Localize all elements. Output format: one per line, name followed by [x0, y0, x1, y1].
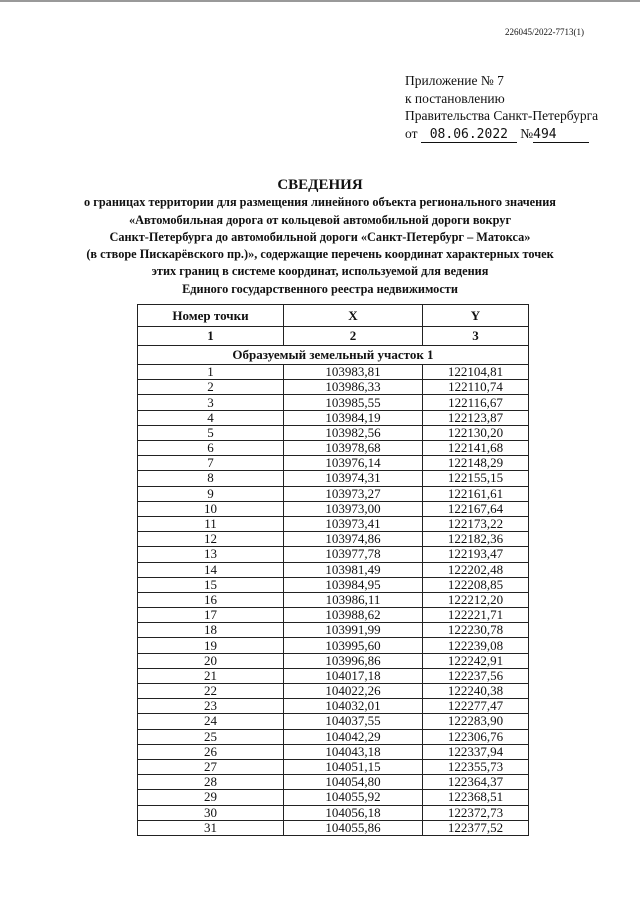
point-number: 1 [138, 365, 284, 380]
point-number: 6 [138, 441, 284, 456]
title-line: о границах территории для размещения линейного объекта регионального значения [84, 195, 556, 210]
table-row [138, 562, 529, 577]
point-number: 13 [138, 547, 284, 562]
point-number: 2 [138, 380, 284, 395]
table-row [138, 714, 529, 729]
point-number: 22 [138, 684, 284, 699]
title-line: Единого государственного реестра недвижимости [182, 281, 458, 296]
table-row [138, 425, 529, 440]
point-number: 19 [138, 638, 284, 653]
table-row [138, 699, 529, 714]
table-row [138, 380, 529, 395]
point-number: 20 [138, 653, 284, 668]
y-coordinate: 122237,56 [423, 668, 529, 683]
table-row [138, 759, 529, 774]
point-number: 9 [138, 486, 284, 501]
point-number: 26 [138, 744, 284, 759]
x-coordinate: 103986,11 [284, 592, 423, 607]
y-coordinate: 122240,38 [423, 684, 529, 699]
page-top-border [0, 0, 640, 2]
table-row [138, 638, 529, 653]
x-coordinate: 103973,00 [284, 501, 423, 516]
point-number: 5 [138, 425, 284, 440]
x-coordinate: 104022,26 [284, 684, 423, 699]
date-prefix: от [405, 125, 418, 141]
y-coordinate: 122283,90 [423, 714, 529, 729]
point-number: 3 [138, 395, 284, 410]
point-number: 7 [138, 456, 284, 471]
y-coordinate: 122104,81 [423, 365, 529, 380]
x-coordinate: 104042,29 [284, 729, 423, 744]
point-number: 21 [138, 668, 284, 683]
x-coordinate: 103976,14 [284, 456, 423, 471]
y-coordinate: 122212,20 [423, 592, 529, 607]
table-row [138, 653, 529, 668]
x-coordinate: 104055,86 [284, 820, 423, 835]
title-heading: СВЕДЕНИЯ [277, 177, 363, 193]
appendix-date-line [405, 125, 598, 143]
x-coordinate: 103978,68 [284, 441, 423, 456]
point-number: 4 [138, 410, 284, 425]
x-coordinate: 103991,99 [284, 623, 423, 638]
table-row [138, 471, 529, 486]
table-row [138, 820, 529, 835]
y-coordinate: 122364,37 [423, 775, 529, 790]
x-coordinate: 104054,80 [284, 775, 423, 790]
table-row [138, 668, 529, 683]
point-number: 24 [138, 714, 284, 729]
x-coordinate: 103974,31 [284, 471, 423, 486]
y-coordinate: 122173,22 [423, 516, 529, 531]
table-row [138, 729, 529, 744]
table-row [138, 410, 529, 425]
y-coordinate: 122130,20 [423, 425, 529, 440]
y-coordinate: 122148,29 [423, 456, 529, 471]
title-line: (в створе Пискарёвского пр.)», содержащие перечень координат характерных точек [86, 247, 554, 262]
point-number: 8 [138, 471, 284, 486]
appendix-block [405, 72, 598, 143]
header-y: Y [423, 305, 529, 327]
y-coordinate: 122161,61 [423, 486, 529, 501]
table-row [138, 684, 529, 699]
point-number: 17 [138, 608, 284, 623]
y-coordinate: 122155,15 [423, 471, 529, 486]
x-coordinate: 103984,95 [284, 577, 423, 592]
y-coordinate: 122116,67 [423, 395, 529, 410]
column-number: 2 [284, 327, 423, 346]
table-row [138, 592, 529, 607]
point-number: 23 [138, 699, 284, 714]
coordinates-table [137, 304, 529, 836]
x-coordinate: 103988,62 [284, 608, 423, 623]
table-row [138, 775, 529, 790]
x-coordinate: 103973,27 [284, 486, 423, 501]
table-header-row [138, 305, 529, 327]
table-row [138, 516, 529, 531]
y-coordinate: 122337,94 [423, 744, 529, 759]
point-number: 14 [138, 562, 284, 577]
y-coordinate: 122372,73 [423, 805, 529, 820]
y-coordinate: 122110,74 [423, 380, 529, 395]
point-number: 29 [138, 790, 284, 805]
table-row [138, 805, 529, 820]
y-coordinate: 122123,87 [423, 410, 529, 425]
number-prefix: № [520, 125, 534, 141]
document-id: 226045/2022-7713(1) [505, 27, 584, 37]
point-number: 27 [138, 759, 284, 774]
y-coordinate: 122221,71 [423, 608, 529, 623]
section-row [138, 346, 529, 365]
x-coordinate: 103982,56 [284, 425, 423, 440]
decree-date: 08.06.2022 [421, 128, 517, 143]
table-row [138, 441, 529, 456]
table-row [138, 486, 529, 501]
header-x: X [284, 305, 423, 327]
x-coordinate: 103996,86 [284, 653, 423, 668]
table-row [138, 532, 529, 547]
x-coordinate: 103973,41 [284, 516, 423, 531]
column-number-row [138, 327, 529, 346]
table-row [138, 623, 529, 638]
x-coordinate: 104032,01 [284, 699, 423, 714]
title-line: «Автомобильная дорога от кольцевой автомобильной дороги вокруг [128, 212, 512, 227]
y-coordinate: 122141,68 [423, 441, 529, 456]
point-number: 12 [138, 532, 284, 547]
x-coordinate: 103983,81 [284, 365, 423, 380]
table-row [138, 790, 529, 805]
point-number: 16 [138, 592, 284, 607]
point-number: 18 [138, 623, 284, 638]
x-coordinate: 103984,19 [284, 410, 423, 425]
y-coordinate: 122193,47 [423, 547, 529, 562]
x-coordinate: 104056,18 [284, 805, 423, 820]
point-number: 30 [138, 805, 284, 820]
table-row [138, 744, 529, 759]
y-coordinate: 122182,36 [423, 532, 529, 547]
x-coordinate: 104043,18 [284, 744, 423, 759]
x-coordinate: 103985,55 [284, 395, 423, 410]
point-number: 28 [138, 775, 284, 790]
appendix-line: к постановлению [405, 90, 505, 106]
appendix-line: Приложение № 7 [405, 73, 504, 88]
point-number: 25 [138, 729, 284, 744]
section-title: Образуемый земельный участок 1 [138, 346, 529, 365]
x-coordinate: 104051,15 [284, 759, 423, 774]
x-coordinate: 103974,86 [284, 532, 423, 547]
document-title [0, 177, 640, 298]
table-row [138, 395, 529, 410]
table-row [138, 456, 529, 471]
y-coordinate: 122167,64 [423, 501, 529, 516]
y-coordinate: 122306,76 [423, 729, 529, 744]
point-number: 31 [138, 820, 284, 835]
x-coordinate: 104017,18 [284, 668, 423, 683]
column-number: 3 [423, 327, 529, 346]
y-coordinate: 122230,78 [423, 623, 529, 638]
x-coordinate: 103995,60 [284, 638, 423, 653]
y-coordinate: 122242,91 [423, 653, 529, 668]
x-coordinate: 103986,33 [284, 380, 423, 395]
y-coordinate: 122239,08 [423, 638, 529, 653]
table-row [138, 608, 529, 623]
point-number: 11 [138, 516, 284, 531]
title-line: этих границ в системе координат, используемой для ведения [151, 264, 489, 279]
y-coordinate: 122355,73 [423, 759, 529, 774]
table-row [138, 501, 529, 516]
y-coordinate: 122368,51 [423, 790, 529, 805]
decree-number: 494 [533, 128, 589, 143]
point-number: 10 [138, 501, 284, 516]
table-row [138, 547, 529, 562]
document-body [0, 177, 640, 836]
table-row [138, 577, 529, 592]
x-coordinate: 104055,92 [284, 790, 423, 805]
table-row [138, 365, 529, 380]
header-point-number: Номер точки [138, 305, 284, 327]
appendix-line: Правительства Санкт-Петербурга [405, 108, 599, 123]
x-coordinate: 103977,78 [284, 547, 423, 562]
y-coordinate: 122208,85 [423, 577, 529, 592]
point-number: 15 [138, 577, 284, 592]
column-number: 1 [138, 327, 284, 346]
title-line: Санкт-Петербурга до автомобильной дороги «Санкт-Петербург – Матокса» [109, 229, 531, 244]
y-coordinate: 122377,52 [423, 820, 529, 835]
y-coordinate: 122277,47 [423, 699, 529, 714]
y-coordinate: 122202,48 [423, 562, 529, 577]
x-coordinate: 103981,49 [284, 562, 423, 577]
x-coordinate: 104037,55 [284, 714, 423, 729]
